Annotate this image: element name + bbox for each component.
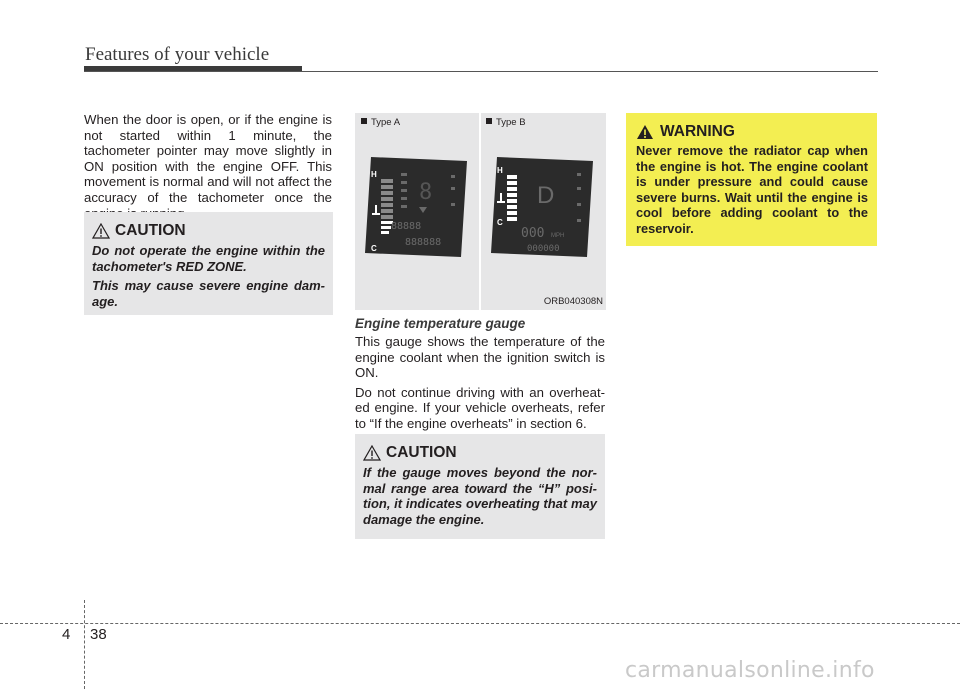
page-number: 38 — [90, 626, 107, 643]
section-title: Engine temperature gauge — [355, 316, 526, 331]
caution-text: If the gauge moves beyond the nor-mal range area toward the “H” posi-tion, it indicates overheating that may damage the engine. — [363, 465, 597, 527]
header-rule — [84, 71, 878, 72]
speed-readout: 000 — [521, 226, 545, 241]
caution-box-overheating — [355, 434, 605, 539]
warning-box-radiator — [626, 113, 877, 246]
figure-divider — [479, 113, 481, 310]
gear-indicator: D — [537, 182, 555, 209]
caution-heading — [363, 444, 597, 462]
caution-line: Do not operate the engine within the tachometer's RED ZONE. — [92, 243, 325, 274]
type-a-cluster-illustration — [361, 153, 475, 263]
warning-title: WARNING — [660, 123, 735, 140]
caution-title: CAUTION — [115, 222, 186, 239]
chapter-number: 4 — [62, 626, 71, 643]
tachometer-paragraph: When the door is open, or if the engine is not started within 1 minute, the tachometer pointer may move slightly in ON position with the engine OFF. This movement is normal and will not affect the accuracy of the tachometer once the — [84, 112, 332, 205]
segment-display-1: 88888 — [391, 221, 422, 232]
instrument-cluster-figure — [355, 113, 606, 310]
speed-unit: MPH — [551, 233, 565, 239]
type-a-label: Type A — [361, 117, 400, 128]
paragraph: Do not continue driving with an overheat-ed engine. If your vehicle overheats, refer to “If the engine overheats” in section 6. — [355, 384, 605, 431]
caution-line: This may cause severe engine dam-age. — [92, 278, 325, 309]
caution-box-tachometer — [84, 212, 333, 315]
hot-mark: H — [497, 166, 503, 175]
warning-triangle-icon — [636, 124, 654, 140]
footer-rule — [0, 623, 960, 624]
paragraph: This gauge shows the temperature of the engine coolant when the ignition switch is ON. — [355, 334, 605, 381]
caution-triangle-icon — [363, 445, 381, 461]
odometer-readout: 000000 — [527, 244, 560, 254]
page-header-title: Features of your vehicle — [85, 44, 270, 65]
caution-title: CAUTION — [386, 444, 457, 461]
hot-mark: H — [371, 170, 377, 179]
warning-heading — [636, 123, 868, 141]
caution-heading — [92, 222, 325, 240]
segment-display-2: 888888 — [405, 237, 442, 248]
figure-code: ORB040308N — [543, 296, 603, 307]
type-b-label: Type B — [486, 117, 526, 128]
footer-divider — [84, 600, 85, 689]
cold-mark: C — [497, 218, 503, 227]
cold-mark: C — [371, 244, 377, 253]
watermark: carmanualsonline.info — [625, 658, 875, 683]
caution-triangle-icon — [92, 223, 110, 239]
gear-display: 8 — [419, 180, 433, 205]
type-b-cluster-illustration — [487, 153, 601, 263]
temperature-gauge-text — [355, 334, 605, 436]
warning-text: Never remove the radiator cap when the engine is hot. The engine coolant is under pressure and could cause severe burns. Wait until the engine is cool before adding coolant to the reservoir. — [636, 143, 868, 236]
